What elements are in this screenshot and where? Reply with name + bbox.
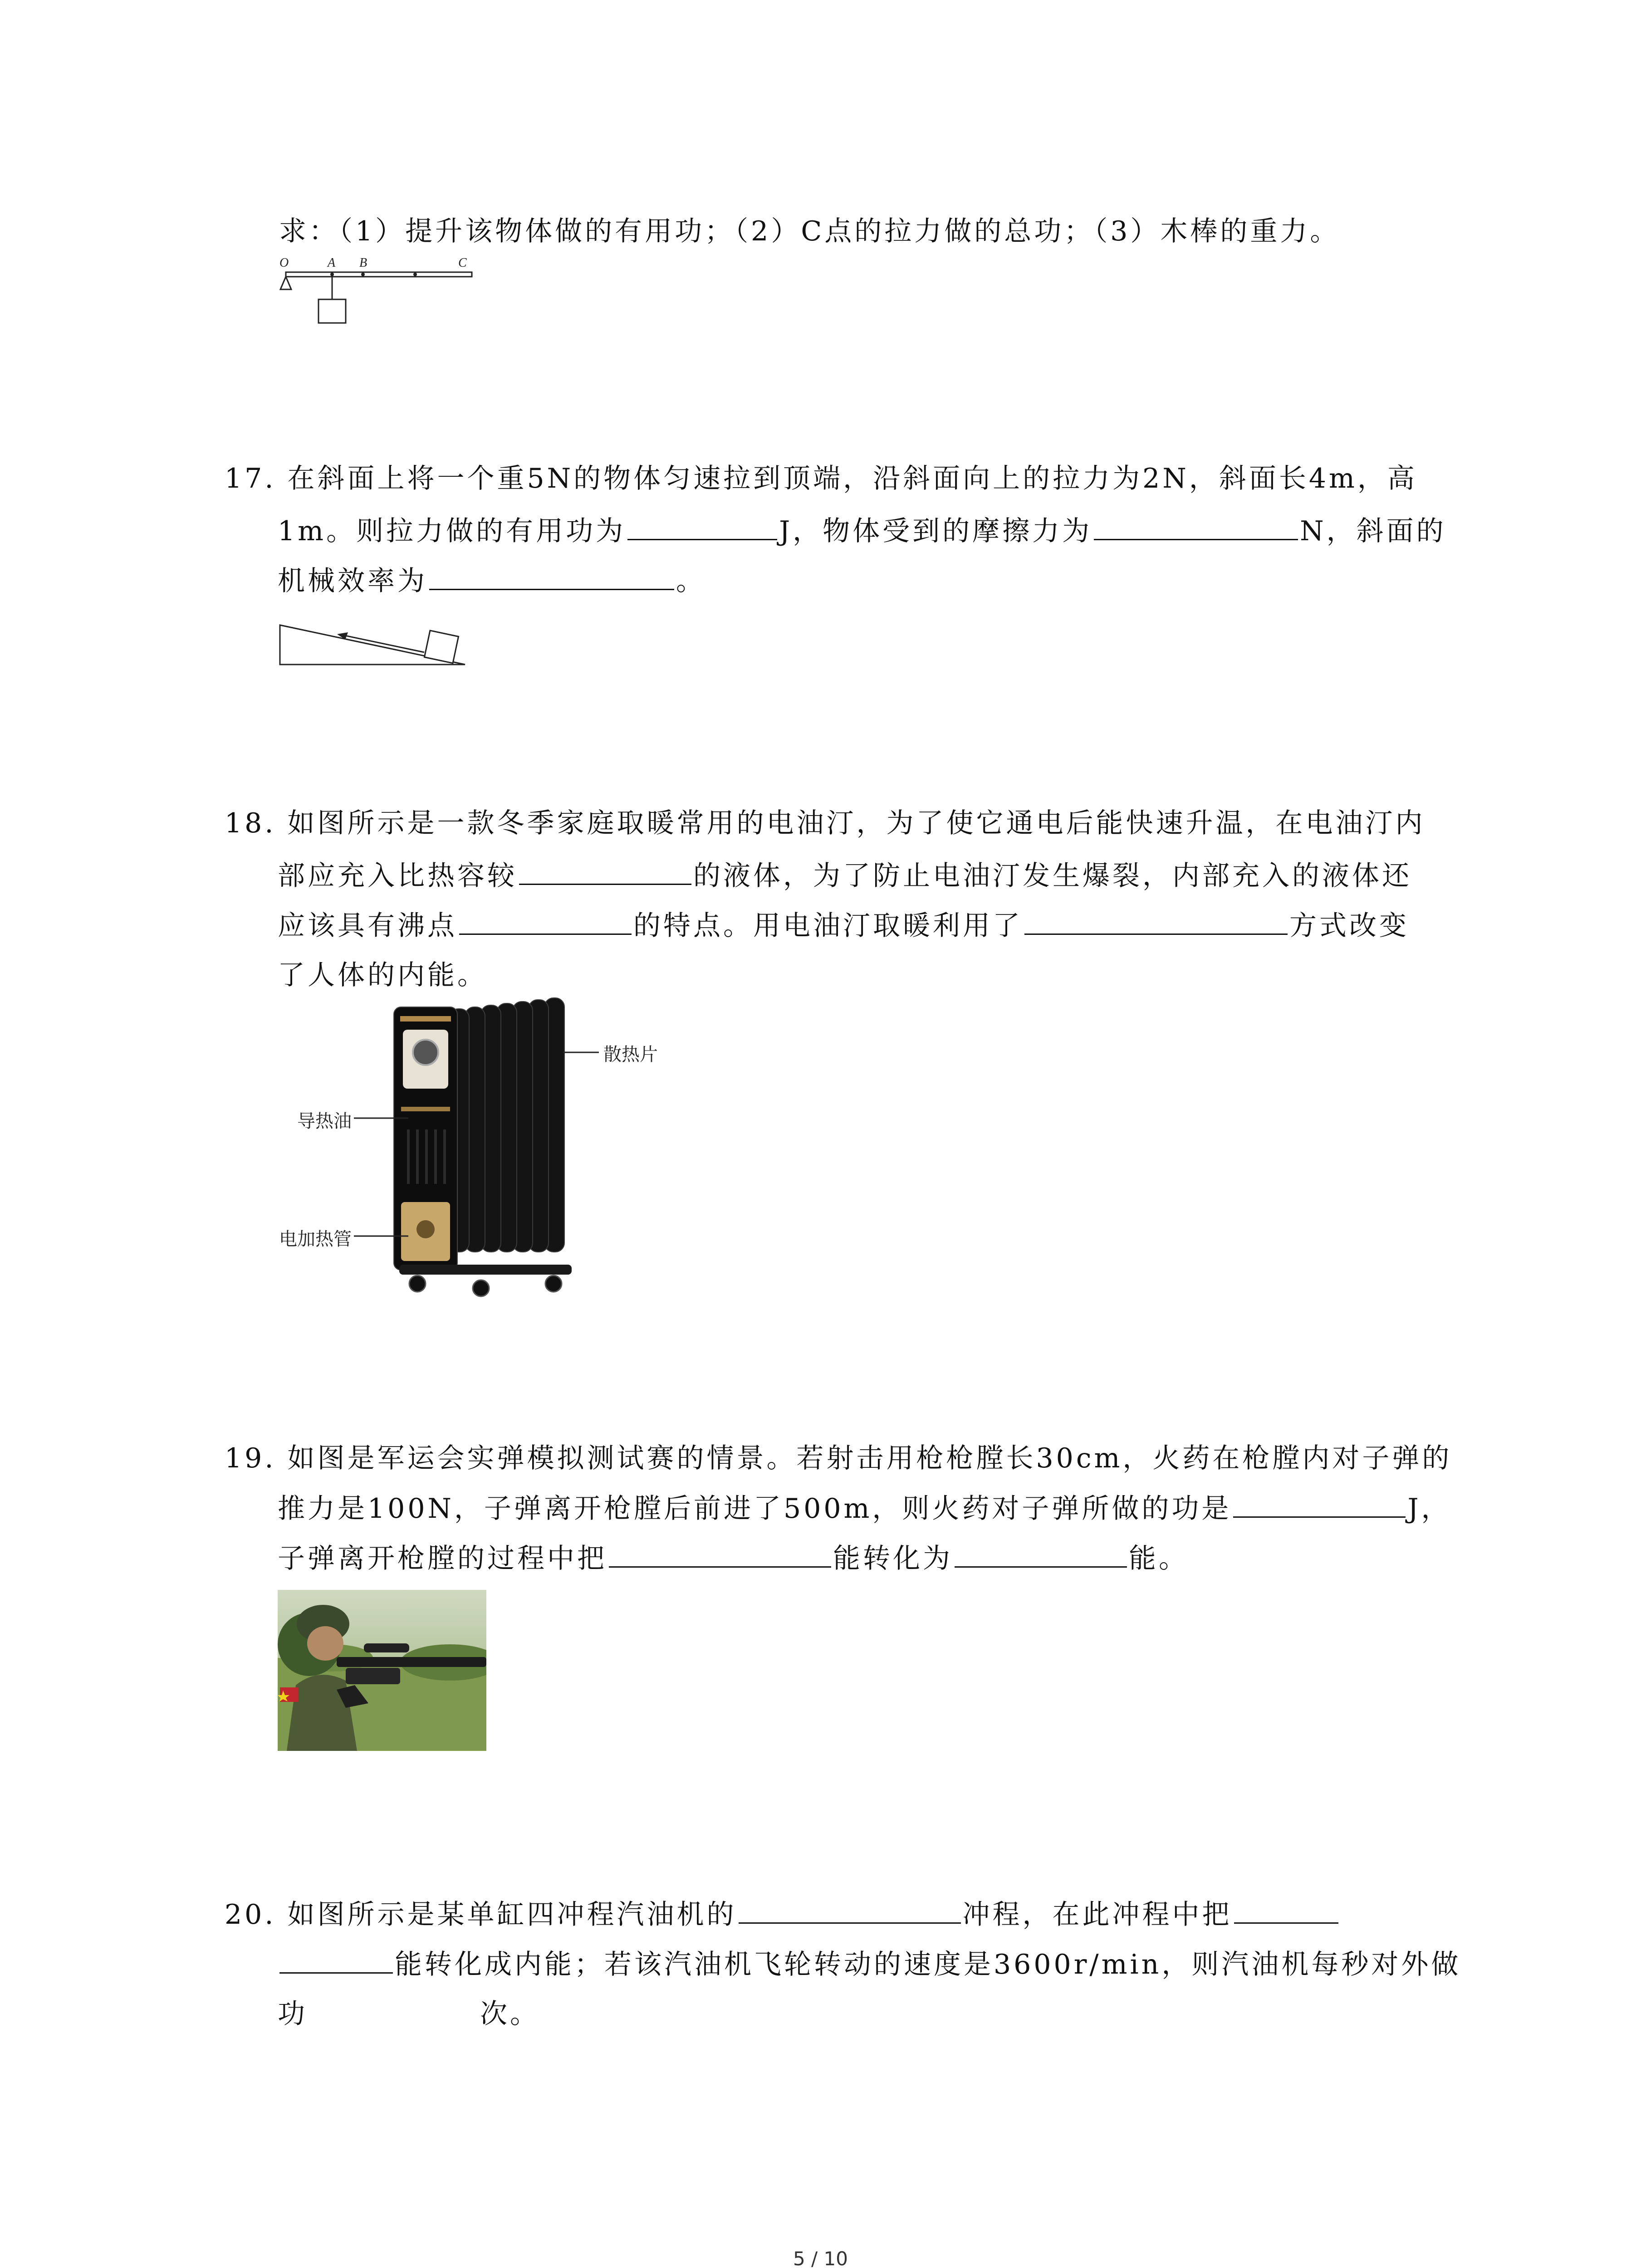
heater-callout-lines [354, 1043, 608, 1252]
q17-text-c: N，斜面的 [1300, 515, 1446, 547]
q17-blank-efficiency[interactable] [429, 562, 674, 590]
q19-text-d: 能转化为 [833, 1543, 953, 1574]
q20-text-e: 次。 [480, 1998, 540, 2030]
caster-wheel-icon [409, 1276, 426, 1292]
q19-text-c: 子弹离开枪膛的过程中把 [278, 1543, 607, 1574]
q17-text-b: J，物体受到的摩擦力为 [779, 515, 1092, 547]
lever-label-c: C [458, 256, 467, 270]
q19-blank-energy-from[interactable] [609, 1540, 831, 1568]
label-thermal-oil: 导热油 [297, 1111, 352, 1132]
q18-text-d: 的特点。用电油汀取暖利用了 [633, 910, 1023, 942]
q20-line3 [278, 1996, 540, 2032]
caster-wheel-icon [545, 1276, 562, 1292]
q17-line2 [278, 513, 1446, 549]
q18-blank-specific-heat[interactable] [519, 857, 691, 885]
q18-blank-boiling-point[interactable] [459, 907, 632, 935]
q19-blank-energy-to[interactable] [955, 1540, 1127, 1568]
q19-text-a: 推力是100N，子弹离开枪膛后前进了500m，则火药对子弹所做的功是 [278, 1493, 1232, 1525]
incline-block [424, 631, 458, 663]
heater-base [399, 1265, 572, 1275]
rifle-icon [337, 1657, 486, 1667]
q17-blank-useful-work[interactable] [627, 513, 777, 540]
page-number: 5 / 10 [793, 2248, 848, 2268]
hanging-weight [318, 299, 346, 323]
lever-label-b: B [359, 256, 367, 270]
lever-label-o: O [279, 256, 289, 270]
q20-blank-energy-part1[interactable] [1234, 1896, 1338, 1924]
q18-text-c: 应该具有沸点 [278, 910, 457, 942]
q19-text-b: J， [1407, 1493, 1451, 1525]
q20-line2 [278, 1946, 1461, 1983]
q17-line3 [278, 562, 706, 599]
q20-text-c: 能转化成内能；若该汽油机飞轮转动的速度是3600r/min，则汽油机每秒对外做 [395, 1949, 1461, 1980]
q17-text-a: 1m。则拉力做的有用功为 [278, 515, 626, 547]
q18-blank-method[interactable] [1024, 907, 1288, 935]
lever-label-a: A [328, 256, 336, 270]
q20-blank-stroke[interactable] [739, 1896, 961, 1924]
q19-text-e: 能。 [1129, 1543, 1189, 1574]
label-heating-tube: 电加热管 [279, 1229, 352, 1250]
pull-arrow [343, 635, 424, 652]
q19-line2 [278, 1490, 1451, 1527]
q18-line1: 18. 如图所示是一款冬季家庭取暖常用的电油汀，为了使它通电后能快速升温，在电油汀内 [225, 807, 1425, 839]
q17-text-d: 机械效率为 [278, 565, 427, 597]
caster-wheel-icon [473, 1280, 489, 1296]
q17-line1: 17. 在斜面上将一个重5N的物体匀速拉到顶端，沿斜面向上的拉力为2N，斜面长4m，高 [225, 463, 1417, 494]
q19-line3 [278, 1540, 1189, 1577]
pivot-triangle [280, 277, 291, 289]
q18-line3 [278, 907, 1409, 944]
q20-line1 [225, 1896, 1340, 1933]
incline-diagram [274, 608, 483, 671]
q19-blank-work[interactable] [1233, 1490, 1406, 1518]
lever-diagram [277, 254, 476, 331]
q18-line2 [278, 857, 1412, 894]
q18-text-b: 的液体，为了防止电油汀发生爆裂，内部充入的液体还 [693, 860, 1412, 892]
shooting-competition-photo [278, 1590, 486, 1751]
q19-line1: 19. 如图是军运会实弹模拟测试赛的情景。若射击用枪枪膛长30cm，火药在枪膛内对子弹的 [225, 1442, 1452, 1474]
q17-text-e: 。 [676, 565, 706, 597]
q18-line4: 了人体的内能。 [278, 959, 487, 991]
q17-blank-friction[interactable] [1094, 513, 1298, 540]
q18-text-e: 方式改变 [1289, 910, 1409, 942]
q20-blank-energy-part2[interactable] [279, 1946, 393, 1974]
q20-text-d: 功 [278, 1998, 308, 2030]
q20-text-a: 20. 如图所示是某单缸四冲程汽油机的 [225, 1899, 737, 1931]
q20-text-b: 冲程，在此冲程中把 [962, 1899, 1232, 1931]
lever-bar [286, 272, 472, 277]
q16-question-text: 求：（1）提升该物体做的有用功；（2）C点的拉力做的总功；（3）木棒的重力。 [279, 215, 1340, 247]
q18-text-a: 部应充入比热容较 [278, 860, 517, 892]
label-heat-sink-fins: 散热片 [603, 1044, 658, 1065]
